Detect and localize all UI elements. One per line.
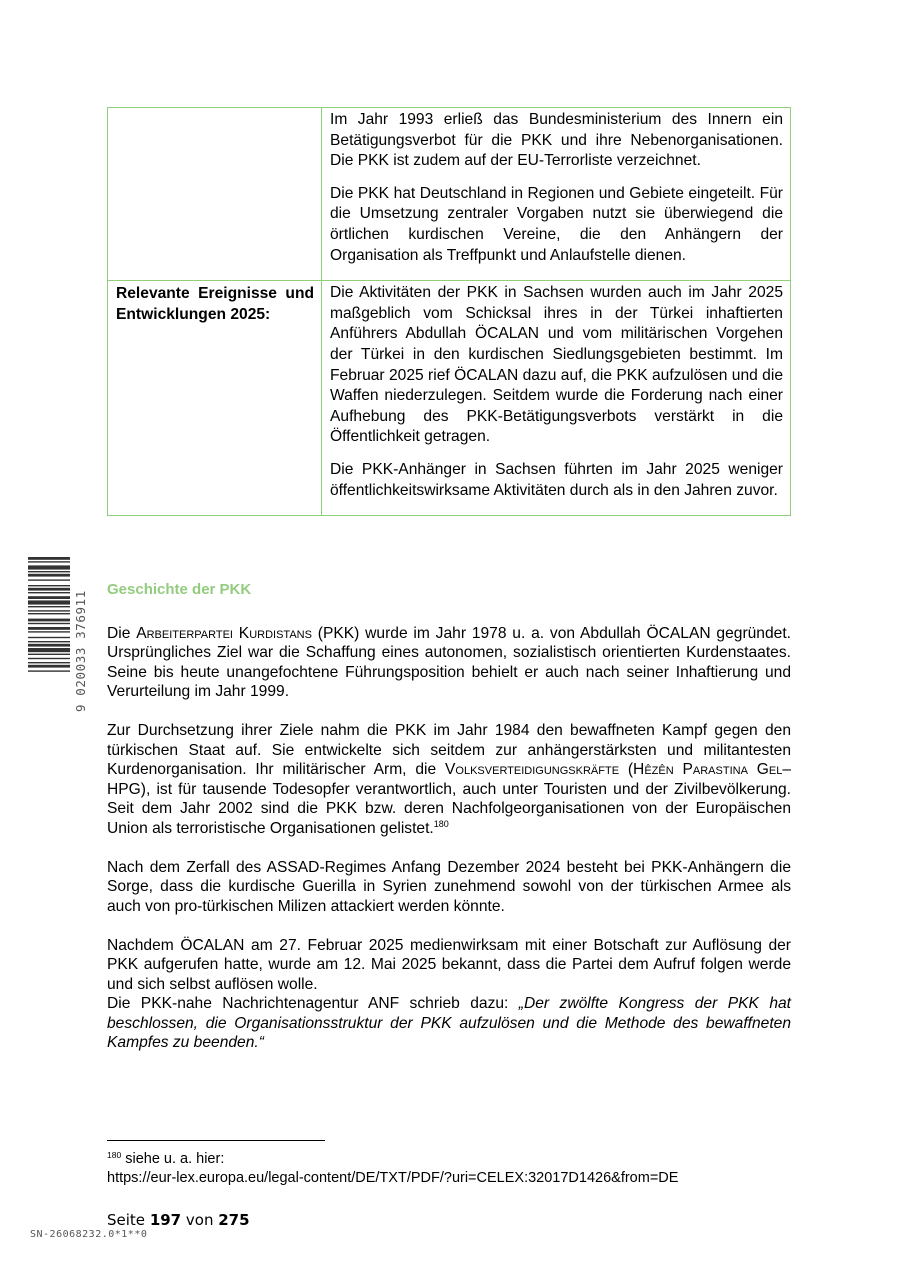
page-number: Seite 197 von 275 — [107, 1211, 250, 1229]
table-paragraph: Die PKK hat Deutschland in Regionen und Gebiete eingeteilt. Für die Umsetzung zentraler Vorgaben nutzt sie überwiegend die örtlichen kurdischen Vereine, die den Anhängern der Organisation als Treffpunkt und Anlaufstelle dienen. — [330, 184, 783, 264]
paragraph: Die Arbeiterpartei Kurdistans (PKK) wurde im Jahr 1978 u. a. von Abdullah ÖCALAN gegründet. Ursprüngliches Ziel war die Schaffung eines autonomen, sozialistisch orientierten Kurdenstaates. Seine bis heute unangefochtene Führungsposition behielt er auch nach seiner Inhaftierung und Verurteilung im Jahr 1999. — [107, 624, 791, 700]
footnote-url[interactable]: https://eur-lex.europa.eu/legal-content/DE/TXT/PDF/?uri=CELEX:32017D1426&from=DE — [107, 1170, 679, 1186]
footnote-text: siehe u. a. hier: — [121, 1151, 225, 1167]
table-text-cell — [322, 108, 791, 281]
table-row — [108, 281, 791, 516]
table-label-cell — [108, 108, 322, 281]
total-pages: 275 — [218, 1211, 250, 1229]
info-table — [107, 107, 791, 516]
current-page: 197 — [149, 1211, 182, 1229]
section-heading: Geschichte der PKK — [107, 581, 252, 598]
table-row — [108, 108, 791, 281]
paragraph: Nach dem Zerfall des ASSAD-Regimes Anfang Dezember 2024 besteht bei PKK-Anhängern die Sorge, dass die kurdische Guerilla in Syrien zunehmend sowohl von der türkischen Armee als auch von pro-türkischen Milizen attackiert werden könnte. — [107, 858, 791, 915]
org-name: Arbeiterpartei Kurdistans — [136, 624, 312, 642]
table-paragraph: Im Jahr 1993 erließ das Bundesministerium des Innern ein Betätigungsverbot für die PKK und ihre Nebenorganisationen. Die PKK ist zudem auf der EU-Terrorliste verzeichnet. — [330, 111, 783, 170]
table-paragraph: Die Aktivitäten der PKK in Sachsen wurden auch im Jahr 2025 maßgeblich vom Schicksal ihres in der Türkei inhaftierten Anführers Abdullah ÖCALAN und vom militärischen Vorgehen der Türkei in den kurdischen Siedlungsgebieten bestimmt. Im Februar 2025 rief ÖCALAN dazu auf, die PKK aufzulösen und die Waffen niederzulegen. Seitdem wurde die Forderung nach einer Aufhebung des PKK-Betätigungsverbots verstärkt in die Öffentlichkeit getragen. — [330, 284, 783, 446]
footnote — [107, 1150, 678, 1188]
main-section — [107, 580, 791, 1072]
footnote-number: 180 — [107, 1150, 122, 1160]
table-text-cell — [322, 281, 791, 516]
footnote-ref[interactable]: 180 — [433, 818, 449, 829]
quote: „Der zwölfte Kongress der PKK hat beschlossen, die Organisationsstruktur der PKK aufzulösen und die Methode des bewaffneten Kampfes zu beenden.“ — [107, 995, 791, 1051]
paragraph: Zur Durchsetzung ihrer Ziele nahm die PKK im Jahr 1984 den bewaffneten Kampf gegen den türkischen Staat auf. Sie entwickelte sich seitdem zur anhängerstärksten und militantesten Kurdenorganisation. Ihr militärischer Arm, die Volksverteidigungskräfte (Hêzên Parastina Gel–HPG), ist für tausende Todesopfer verantwortlich, auch unter Touristen und der Zivilbevölkerung. Seit dem Jahr 2002 sind die PKK bzw. deren Nachfolgeorganisationen von der Europäischen Union als terroristische Organisationen gelistet.$^{180}$ — [107, 722, 791, 837]
org-name: Volksverteidigungskräfte (Hêzên Parastina Gel–HPG) — [107, 761, 791, 798]
paragraph: Nachdem ÖCALAN am 27. Februar 2025 medienwirksam mit einer Botschaft zur Auflösung der PKK aufgerufen hatte, wurde am 12. Mai 2025 bekannt, dass die Partei dem Aufruf folgen werde und sich selbst auflösen wolle. — [107, 936, 791, 993]
serial-number: SN-26068232.0*1**0 — [30, 1229, 148, 1240]
barcode-digits: 9 020033 376911 — [73, 590, 88, 712]
barcode-icon — [28, 557, 70, 711]
table-label-cell: Relevante Ereignisse und Entwicklungen 2025: — [108, 281, 322, 516]
table-paragraph: Die PKK-Anhänger in Sachsen führten im Jahr 2025 weniger öffentlichkeitswirksame Aktivitäten durch als in den Jahren zuvor. — [330, 460, 783, 499]
paragraph: Die PKK-nahe Nachrichtenagentur ANF schrieb dazu: „Der zwölfte Kongress der PKK hat beschlossen, die Organisationsstruktur der PKK aufzulösen und die Methode des bewaffneten Kampfes zu beenden.“ — [107, 995, 791, 1051]
footnote-divider — [107, 1140, 325, 1141]
